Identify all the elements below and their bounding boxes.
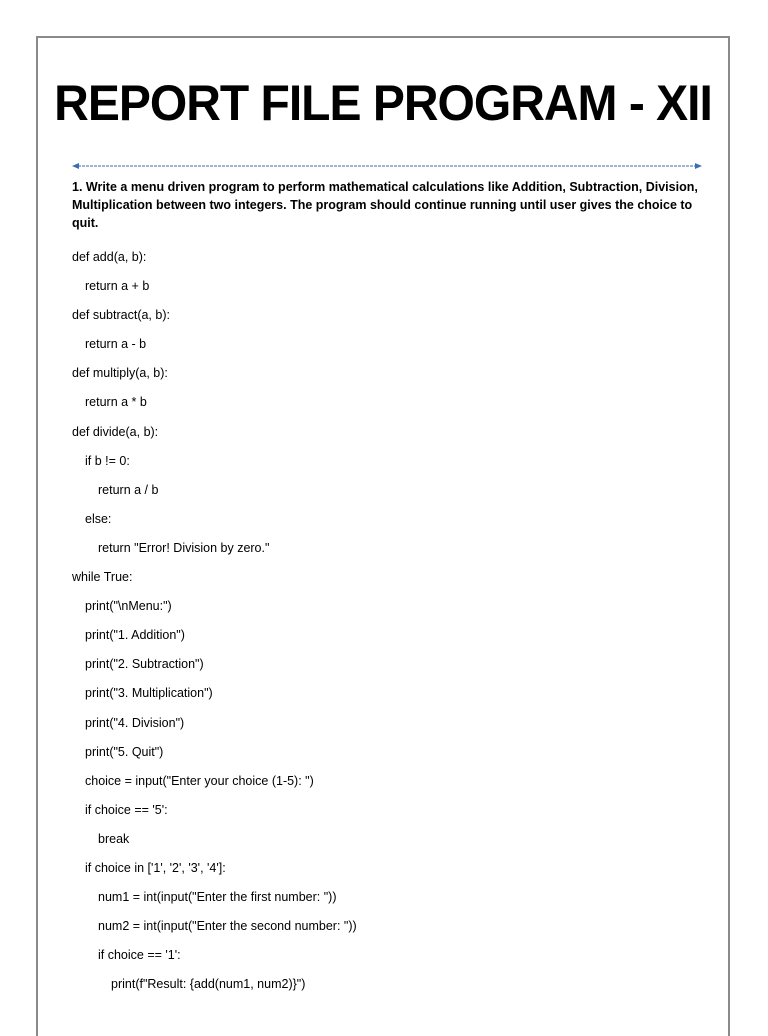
code-line: def divide(a, b):: [72, 424, 159, 439]
divider-arrow-line: [72, 160, 702, 172]
code-line: num1 = int(input("Enter the first number: ")): [98, 890, 337, 905]
code-line: if b != 0:: [85, 453, 130, 468]
code-line: break: [98, 831, 130, 846]
code-line: def subtract(a, b):: [72, 308, 170, 323]
code-line: choice = input("Enter your choice (1-5): "): [85, 773, 314, 788]
code-line: num2 = int(input("Enter the second number: ")): [98, 919, 357, 934]
code-line: while True:: [72, 570, 133, 585]
document-page: [36, 36, 730, 1036]
code-line: return a - b: [85, 337, 147, 352]
code-line: if choice == '1':: [98, 948, 181, 963]
code-line: if choice in ['1', '2', '3', '4']:: [85, 860, 226, 875]
code-line: print("\nMenu:"): [85, 599, 172, 614]
code-line: return "Error! Division by zero.": [98, 540, 270, 555]
code-line: return a / b: [98, 482, 159, 497]
code-line: print("2. Subtraction"): [85, 657, 204, 672]
code-line: def multiply(a, b):: [72, 366, 168, 381]
code-line: print("3. Multiplication"): [85, 686, 213, 701]
page-title: REPORT FILE PROGRAM - XII: [54, 75, 712, 132]
code-line: else:: [85, 511, 112, 526]
code-line: print(f"Result: {add(num1, num2)}"): [111, 977, 306, 992]
code-listing: [72, 243, 357, 999]
code-line: print("1. Addition"): [85, 628, 185, 643]
code-line: def add(a, b):: [72, 250, 147, 264]
question-text: 1. Write a menu driven program to perform mathematical calculations like Addition, Subtraction, Division, Multiplication between two integers. The program should continue running until user gives the choice to quit.: [72, 180, 698, 230]
code-line: return a * b: [85, 395, 147, 410]
code-line: print("4. Division"): [85, 715, 185, 730]
code-line: return a + b: [85, 279, 150, 294]
code-line: print("5. Quit"): [85, 744, 164, 759]
code-line: if choice == '5':: [85, 802, 168, 817]
